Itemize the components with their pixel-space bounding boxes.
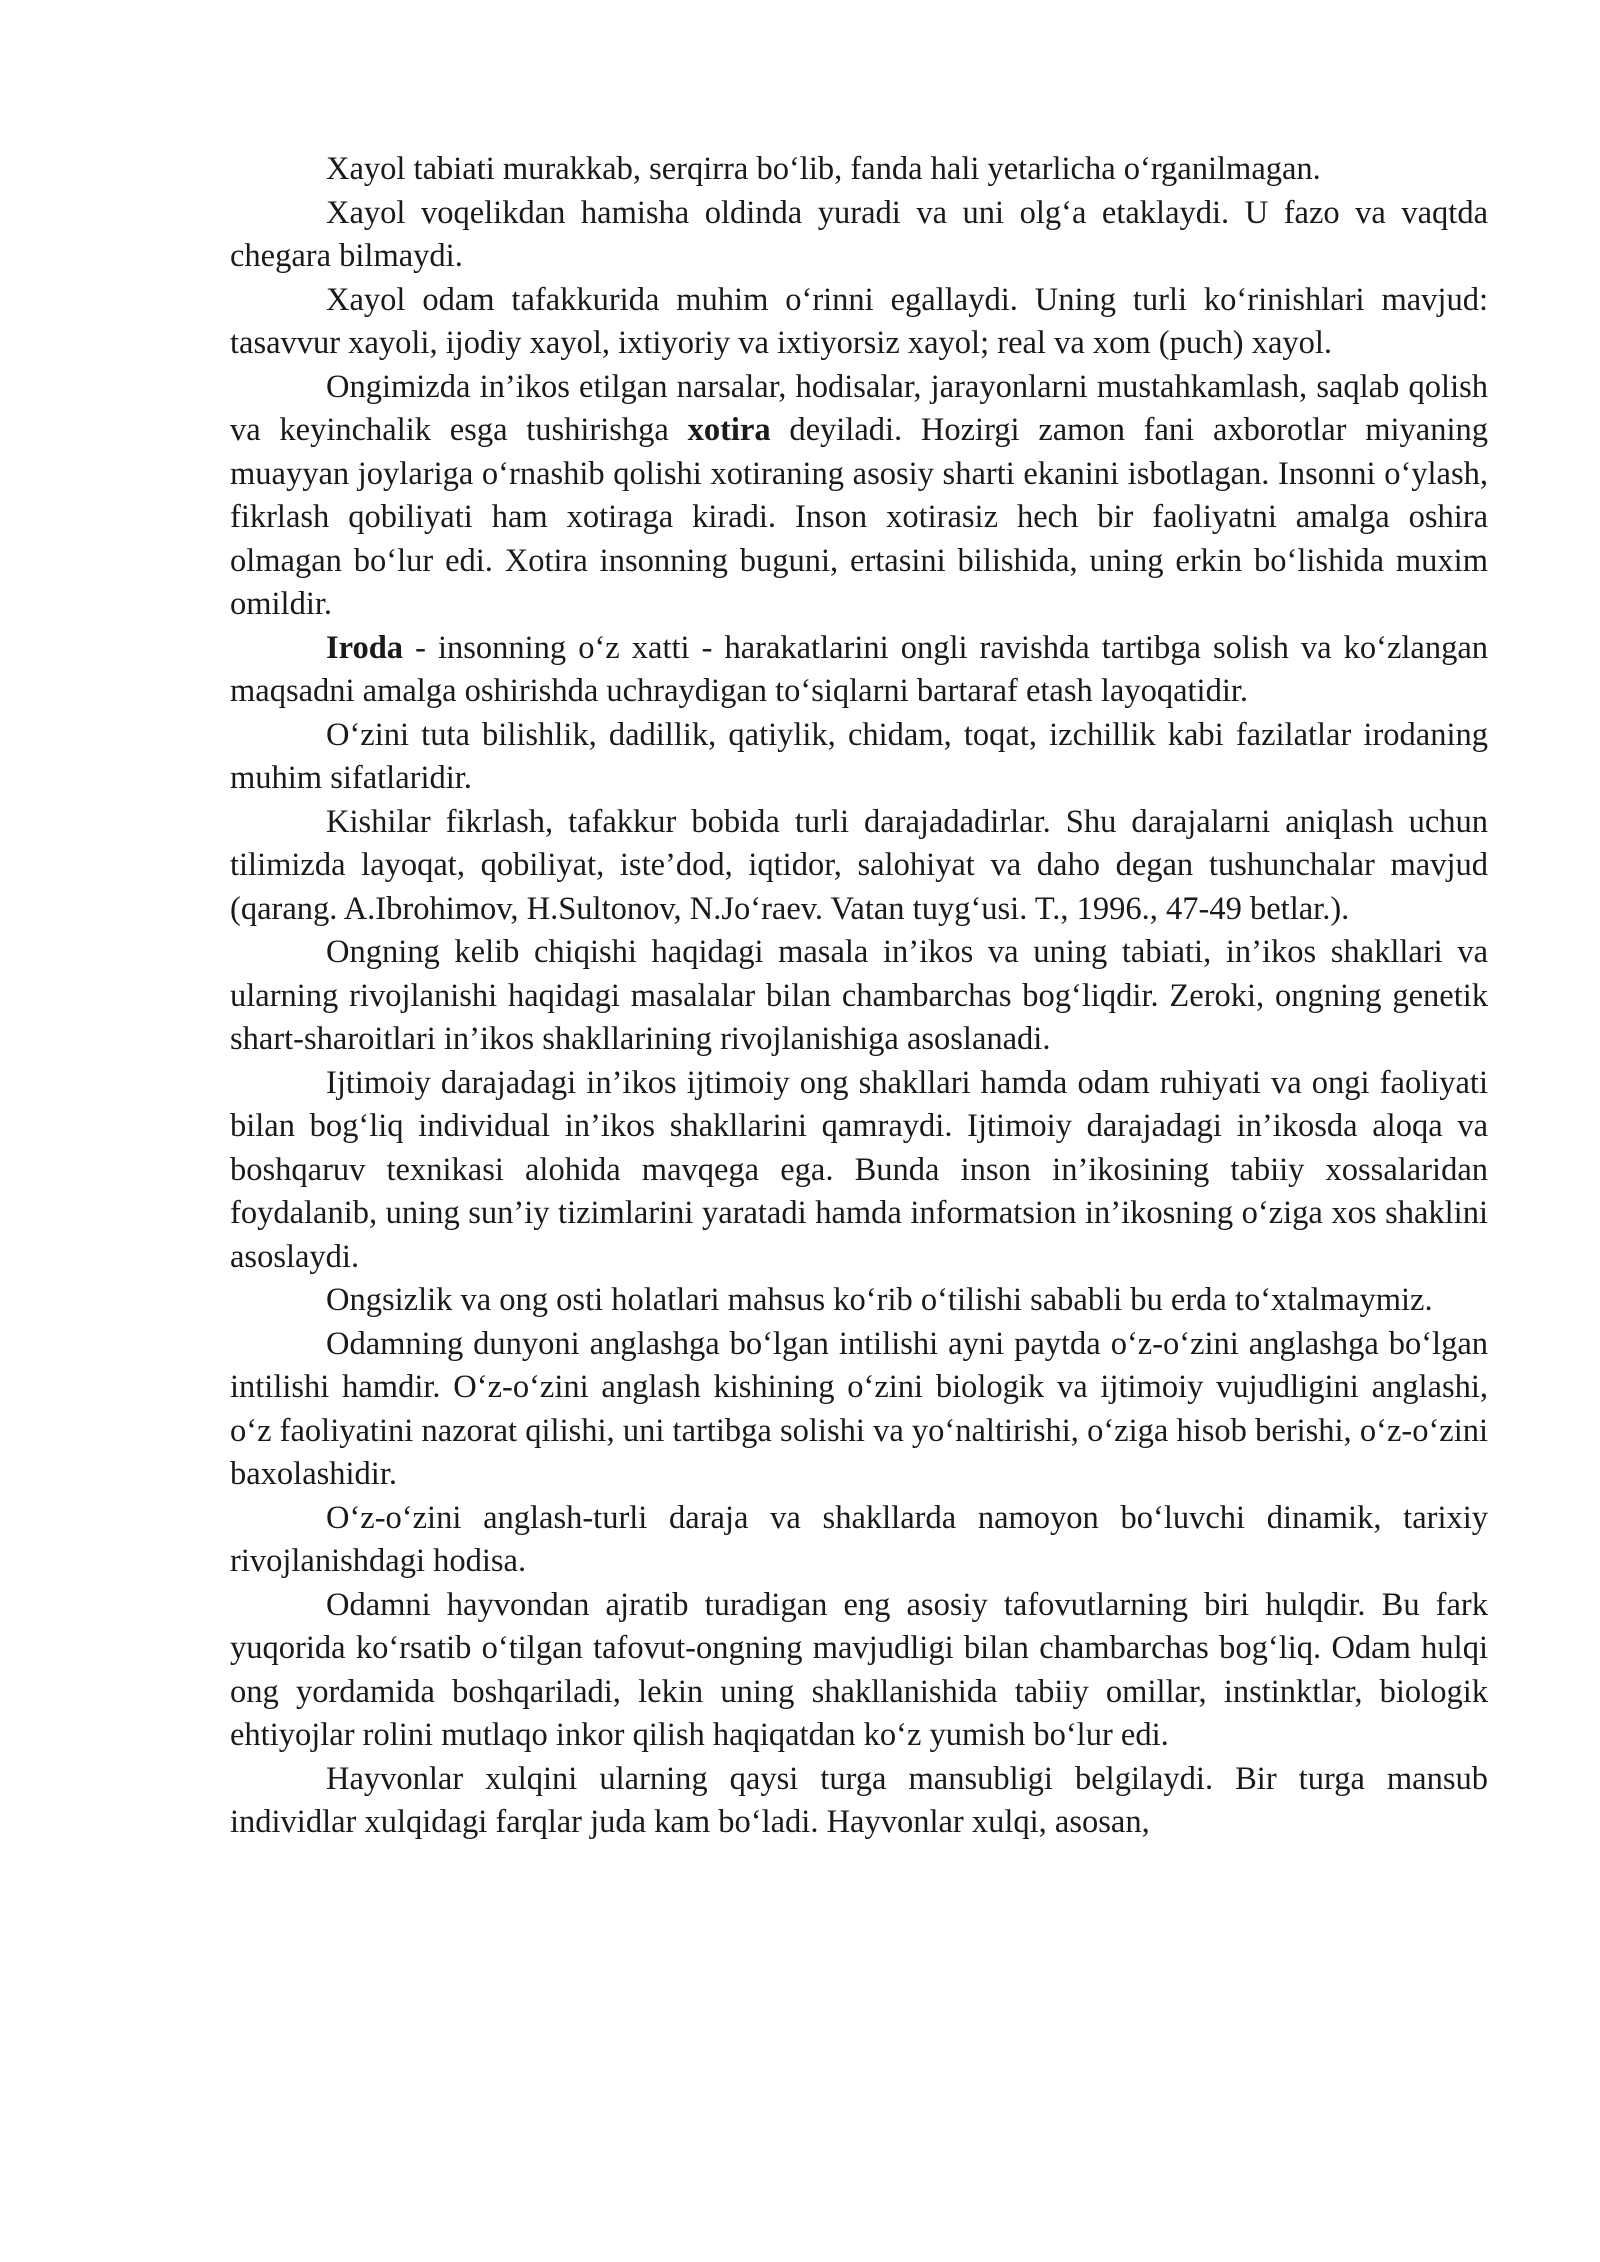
paragraph-anglash-dinamik: O‘z-o‘zini anglash-turli daraja va shakllarda namoyon bo‘luvchi dinamik, tarixiy rivojlanishdagi hodisa. xyxy=(230,1499,1488,1579)
paragraph-xayol-tafakkur: Xayol odam tafakkurida muhim o‘rinni egallaydi. Uning turli ko‘rinishlari mavjud: tasavvur xayoli, ijodiy xayol, ixtiyoriy va ixtiyorsiz xayol; real va xom (puch) xayol. xyxy=(230,281,1488,361)
paragraph-iroda xyxy=(230,627,1488,714)
document-page xyxy=(230,148,1488,1845)
paragraph-ongsizlik: Ongsizlik va ong osti holatlari mahsus ko‘rib o‘tilishi sababli bu erda to‘xtalmaymiz. xyxy=(326,1282,1433,1318)
paragraph-hayvonlar-xulqi: Hayvonlar xulqini ularning qaysi turga mansubligi belgilaydi. Bir turga mansub individlar xulqidagi farqlar juda kam bo‘ladi. Hayvonlar xulqi, asosan, xyxy=(230,1760,1488,1840)
paragraph-hulq: Odamni hayvondan ajratib turadigan eng asosiy tafovutlarning biri hulqdir. Bu fark yuqorida ko‘rsatib o‘tilgan tafovut-ongning mavjudligi bilan chambarchas bog‘liq. Odam hulqi ong yordamida boshqariladi, lekin uning shakllanishida tabiiy omillar, instinktlar, biologik ehtiyojlar rolini mutlaqo inkor qilish haqiqatdan ko‘z yumish bo‘lur edi. xyxy=(230,1586,1488,1753)
paragraph-xotira xyxy=(230,366,1488,627)
term-iroda: Iroda xyxy=(326,629,404,666)
term-xotira: xotira xyxy=(687,412,771,448)
paragraph-text: - insonning o‘z xatti - harakatlarini ongli ravishda tartibga solish va ko‘zlangan maqsadni amalga oshirishda uchraydigan to‘siqlarni bartaraf etash layoqatidir. xyxy=(230,629,1488,709)
paragraph-ijtimoiy-inikos: Ijtimoiy darajadagi in’ikos ijtimoiy ong shakllari hamda odam ruhiyati va ongi faoliyati bilan bog‘liq individual in’ikos shakllarini qamraydi. Ijtimoiy darajadagi in’ikosda aloqa va boshqaruv texnikasi alohida mavqega ega. Bunda inson in’ikosining tabiiy xossalaridan foydalanib, uning sun’iy tizimlarini yaratadi hamda informatsion in’ikosning o‘ziga xos shaklini asoslaydi. xyxy=(230,1064,1488,1275)
paragraph-oz-ozini-anglash: Odamning dunyoni anglashga bo‘lgan intilishi ayni paytda o‘z-o‘zini anglashga bo‘lgan intilishi hamdir. O‘z-o‘zini anglash kishining o‘zini biologik va ijtimoiy vujudligini anglashi, o‘z faoliyatini nazorat qilishi, uni tartibga solishi va yo‘naltirishi, o‘ziga hisob berishi, o‘z-o‘zini baxolashidir. xyxy=(230,1325,1488,1492)
paragraph-ong-kelib-chiqishi: Ongning kelib chiqishi haqidagi masala in’ikos va uning tabiati, in’ikos shakllari va ularning rivojlanishi haqidagi masalalar bilan chambarchas bog‘liqdir. Zeroki, ongning genetik shart-sharoitlari in’ikos shakllarining rivojlanishiga asoslanadi. xyxy=(230,934,1488,1057)
paragraph-darajalar: Kishilar fikrlash, tafakkur bobida turli darajadadirlar. Shu darajalarni aniqlash uchun tilimizda layoqat, qobiliyat, iste’dod, iqtidor, salohiyat va daho degan tushunchalar mavjud (qarang. A.Ibrohimov, H.Sultonov, N.Jo‘raev. Vatan tuyg‘usi. T., 1996., 47-49 betlar.). xyxy=(230,803,1488,927)
paragraph-xayol-tabiati: Xayol tabiati murakkab, serqirra bo‘lib, fanda hali yetarlicha o‘rganilmagan. xyxy=(326,151,1321,187)
paragraph-iroda-sifatlari: O‘zini tuta bilishlik, dadillik, qatiylik, chidam, toqat, izchillik kabi fazilatlar irodaning muhim sifatlaridir. xyxy=(230,716,1488,796)
paragraph-text: deyiladi. Hozirgi zamon fani axborotlar miyaning muayyan joylariga o‘rnashib qolishi xotiraning asosiy sharti ekanini isbotlagan. Insonni o‘ylash, fikrlash qobiliyati ham xotiraga kiradi. Inson xotirasiz hech bir faoliyatni amalga oshira olmagan bo‘lur edi. Xotira insonning buguni, ertasini bilishida, uning erkin bo‘lishida muxim omildir. xyxy=(230,412,1488,622)
paragraph-text: Ongimizda in’ikos etilgan narsalar, hodisalar, jarayonlarni mustahkamlash, saqlab qolish va keyinchalik esga tushirishga xyxy=(230,368,1488,448)
paragraph-xayol-voqelik: Xayol voqelikdan hamisha oldinda yuradi va uni olg‘a etaklaydi. U fazo va vaqtda chegara bilmaydi. xyxy=(230,194,1488,274)
